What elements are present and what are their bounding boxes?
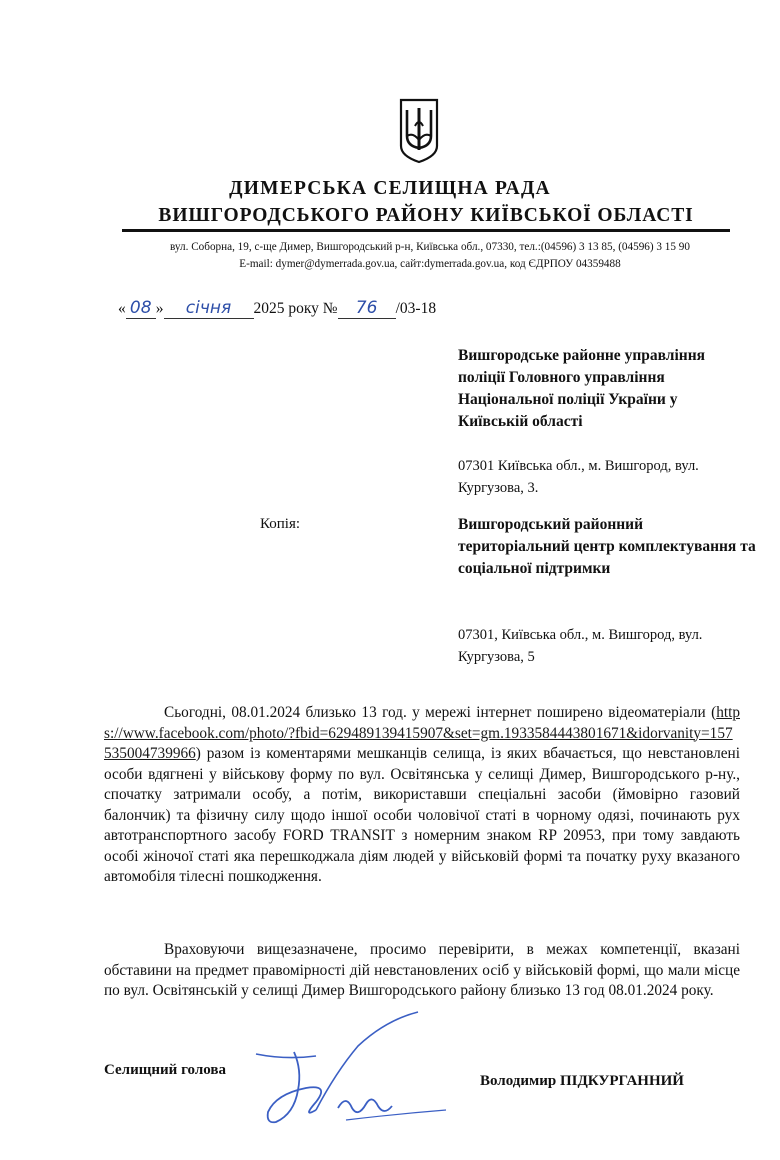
copy-recipient-name: Вишгородський районний територіальний центр комплектування та соціальної підтримки — [458, 516, 756, 577]
email-line: E-mail: dymer@dymerrada.gov.ua, сайт:dymerrada.gov.ua, код ЄДРПОУ 04359488 — [239, 258, 621, 270]
council-name: ДИМЕРСЬКА СЕЛИЩНА РАДА — [229, 178, 551, 199]
copy-label: Копія: — [260, 516, 301, 532]
open-quote: « — [118, 300, 126, 317]
district-name: ВИШГОРОДСЬКОГО РАЙОНУ КИЇВСЬКОЇ ОБЛАСТІ — [122, 204, 730, 232]
number-suffix: /03-18 — [395, 300, 437, 317]
recipient-name: Вишгородське районне управління поліції Головного управління Національної поліції України у Київській області — [458, 347, 706, 430]
year-text: 2025 року № — [253, 300, 338, 317]
video-link[interactable]: https://www.facebook.com/photo/?fbid=629489139415907&set=gm.1933584443801671&idorvanity=157535004739966 — [104, 704, 740, 762]
handwritten-signature — [246, 1010, 476, 1130]
body-paragraph-2: Враховуючи вищезазначене, просимо перевірити, в межах компетенції, вказані обставини на предмет правомірності дій невстановлених осіб у військовій формі, що мали місце по вул. Освітянській у селищі Димер Вишгородського району близько 13 год 08.01.2024 року. — [104, 941, 740, 999]
body-paragraph-1: Сьогодні, 08.01.2024 близько 13 год. у мережі інтернет поширено відеоматеріали (https://www.facebook.com/photo/?fbid=629489139415907&set=gm.1933584443801671&idorvanity=157535004739966) разом із коментарями мешканців селища, із яких вбачається, що невстановлені особи вдягнені у військову форму по вул. Освітянська у селищі Димер, Вишгородського р-ну., спочатку затримали особу, а потім, використавши спеціальні засоби (ймовірно газовий балончик) та фізичну силу щодо іншої особи чоловічої статі в чорному одязі, починають рух автотранспортного засобу FORD TRANSIT з номерним знаком RP 20953, при тому завдають особі жіночої статі яка перешкоджала діям людей у військовій формі та початку руху вказаного автомобіля тілесні пошкодження. — [104, 704, 740, 885]
signatory-title: Селищний голова — [104, 1062, 226, 1078]
outgoing-date-line — [118, 298, 436, 319]
close-quote: » — [155, 300, 164, 317]
address-line: вул. Соборна, 19, с-ще Димер, Вишгородський р-н, Київська обл., 07330, тел.:(04596) 3 13 85, (04596) 3 15 90 — [170, 241, 690, 253]
recipient-address: 07301 Київська обл., м. Вишгород, вул. Кургузова, 3. — [458, 458, 699, 496]
number-field: 76 — [338, 298, 396, 319]
copy-recipient-address: 07301, Київська обл., м. Вишгород, вул. Кургузова, 5 — [458, 627, 703, 665]
month-field: січня — [164, 298, 254, 319]
trident-icon — [395, 96, 443, 164]
signatory-name: Володимир ПІДКУРГАННИЙ — [480, 1073, 684, 1089]
letterhead-contacts — [100, 239, 760, 273]
day-field: 08 — [126, 298, 156, 319]
